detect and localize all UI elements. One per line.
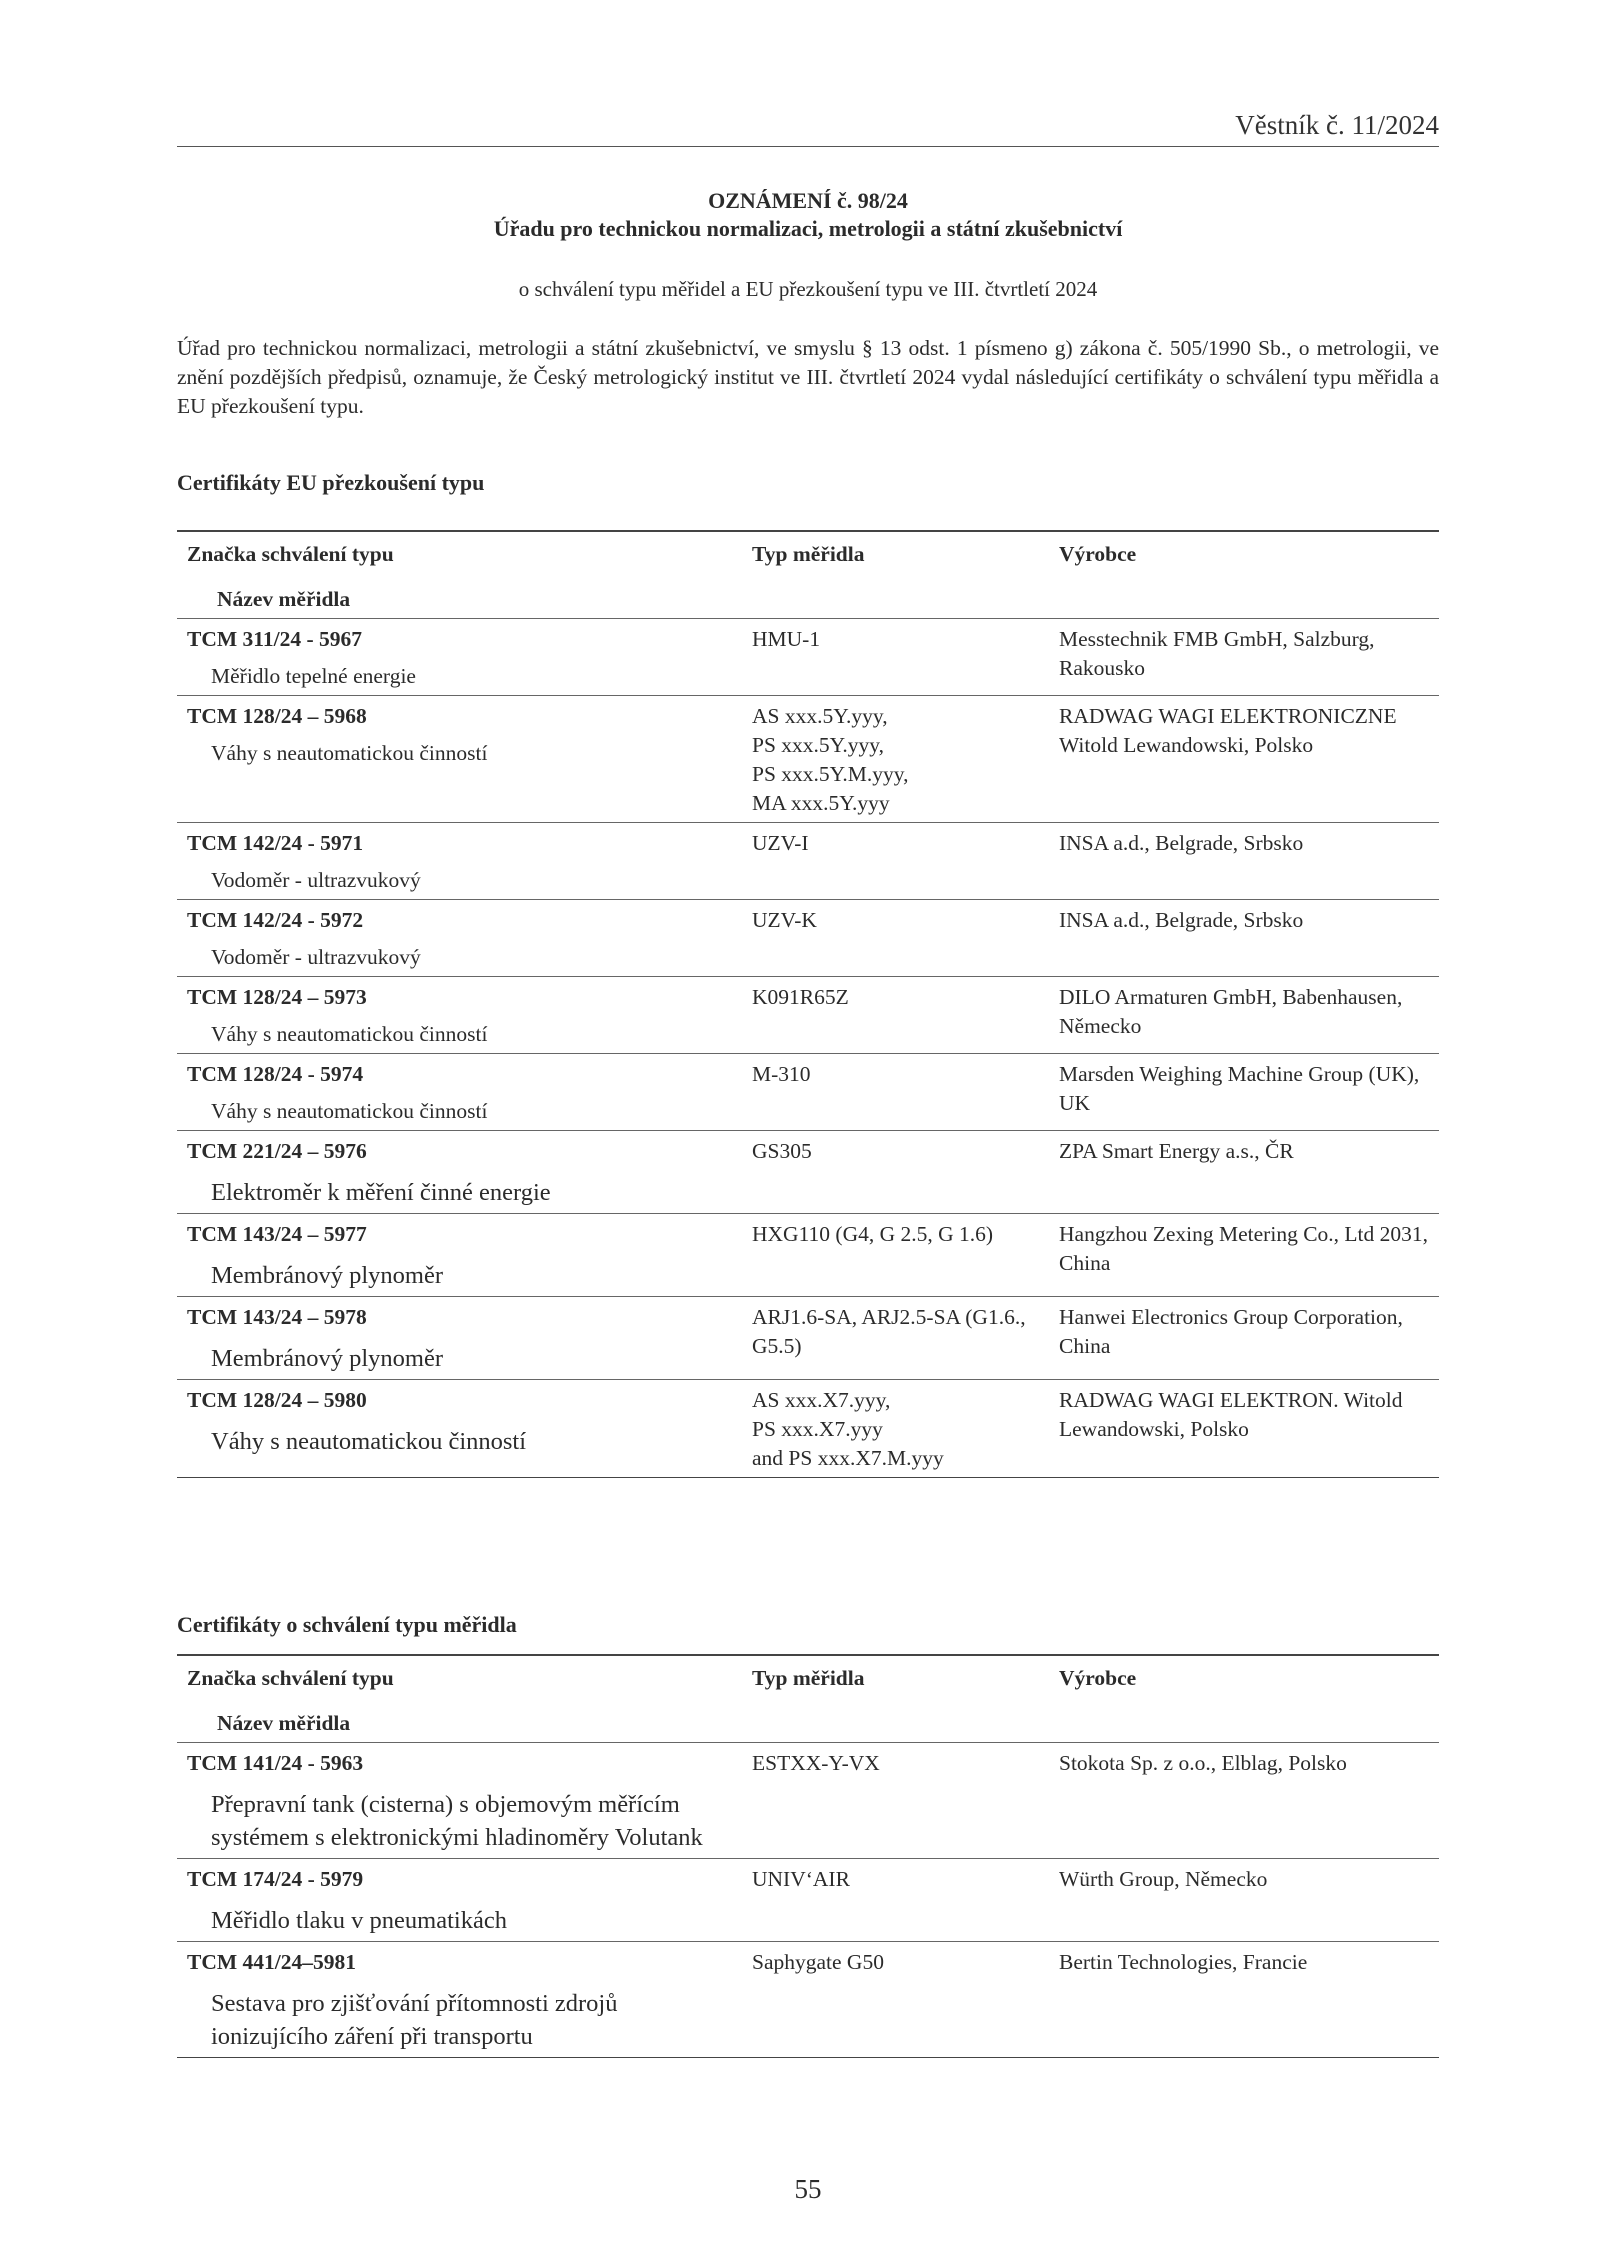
- table-row: [177, 619, 1439, 696]
- header-name-label: Název měřidla: [217, 1711, 351, 1735]
- instrument-name: Vodoměr - ultrazvukový: [211, 868, 421, 892]
- manufacturer: Messtechnik FMB GmbH, Salzburg, Rakousko: [1059, 627, 1375, 680]
- cell-mark-name: [177, 1942, 742, 2058]
- approval-mark: TCM 311/24 - 5967: [187, 627, 362, 651]
- cell-mark-name: [177, 1131, 742, 1214]
- approval-mark: TCM 142/24 - 5971: [187, 831, 364, 855]
- instrument-type: K091R65Z: [752, 985, 849, 1009]
- header-cell-type: Typ měřidla: [752, 1666, 865, 1690]
- instrument-type: UNIV‘AIR: [752, 1867, 850, 1891]
- table-row: [177, 977, 1439, 1054]
- approval-mark: TCM 143/24 – 5978: [187, 1305, 367, 1329]
- table-row: [177, 1942, 1439, 2058]
- cell-mark-name: [177, 1859, 742, 1942]
- instrument-name: Měřidlo tepelné energie: [211, 664, 416, 688]
- instrument-type: AS xxx.5Y.yyy, PS xxx.5Y.yyy, PS xxx.5Y.M.yyy, MA xxx.5Y.yyy: [752, 704, 909, 815]
- cell-mark-name: [177, 1743, 742, 1859]
- table-row: [177, 900, 1439, 977]
- instrument-type: HMU-1: [752, 627, 821, 651]
- cell-mark-name: [177, 977, 742, 1054]
- header-cell-mark: [177, 1655, 742, 1743]
- instrument-name: Přepravní tank (cisterna) s objemovým měřícím systémem s elektronickými hladinoměry Volutank: [211, 1791, 703, 1851]
- approval-mark: TCM 128/24 – 5980: [187, 1388, 367, 1412]
- cell-mark-name: [177, 619, 742, 696]
- header-cell-type: Typ měřidla: [752, 542, 865, 566]
- table-row: [177, 1380, 1439, 1478]
- table-row: [177, 1054, 1439, 1131]
- table-row: [177, 1214, 1439, 1297]
- header-cell-maker: Výrobce: [1059, 1666, 1137, 1690]
- table-row: [177, 1859, 1439, 1942]
- manufacturer: RADWAG WAGI ELEKTRON. Witold Lewandowski, Polsko: [1059, 1388, 1403, 1441]
- running-head: Věstník č. 11/2024: [1235, 110, 1439, 140]
- announcement-issuer: Úřadu pro technickou normalizaci, metrologii a státní zkušebnictví: [493, 216, 1123, 241]
- header-rule: [177, 146, 1439, 147]
- approval-mark: TCM 128/24 – 5968: [187, 704, 367, 728]
- table-header-row: [177, 531, 1439, 619]
- manufacturer: DILO Armaturen GmbH, Babenhausen, Německo: [1059, 985, 1403, 1038]
- eu-certificates-table: [177, 530, 1439, 1478]
- national-certificates-table: [177, 1654, 1439, 2058]
- instrument-name: Váhy s neautomatickou činností: [211, 1022, 488, 1046]
- instrument-name: Váhy s neautomatickou činností: [211, 741, 488, 765]
- header-cell-mark: [177, 531, 742, 619]
- announcement-subject: o schválení typu měřidel a EU přezkoušení typu ve III. čtvrtletí 2024: [518, 277, 1098, 301]
- approval-mark: TCM 128/24 – 5973: [187, 985, 367, 1009]
- manufacturer: Hanwei Electronics Group Corporation, China: [1059, 1305, 1403, 1358]
- instrument-type: ARJ1.6-SA, ARJ2.5-SA (G1.6., G5.5): [752, 1305, 1026, 1358]
- instrument-type: GS305: [752, 1139, 812, 1163]
- approval-mark: TCM 441/24–5981: [187, 1950, 357, 1974]
- table-row: [177, 1131, 1439, 1214]
- instrument-name: Váhy s neautomatickou činností: [211, 1428, 527, 1455]
- manufacturer: RADWAG WAGI ELEKTRONICZNE Witold Lewandowski, Polsko: [1059, 704, 1397, 757]
- national-section-title: Certifikáty o schválení typu měřidla: [177, 1612, 517, 1637]
- manufacturer: INSA a.d., Belgrade, Srbsko: [1059, 908, 1304, 932]
- cell-mark-name: [177, 823, 742, 900]
- approval-mark: TCM 142/24 - 5972: [187, 908, 364, 932]
- approval-mark: TCM 221/24 – 5976: [187, 1139, 367, 1163]
- cell-mark-name: [177, 696, 742, 823]
- table-row: [177, 823, 1439, 900]
- manufacturer: Marsden Weighing Machine Group (UK), UK: [1059, 1062, 1420, 1115]
- page-number: 55: [794, 2174, 822, 2204]
- cell-mark-name: [177, 1054, 742, 1131]
- table-row: [177, 696, 1439, 823]
- header-name-label: Název měřidla: [217, 587, 351, 611]
- approval-mark: TCM 128/24 - 5974: [187, 1062, 364, 1086]
- header-cell-maker: Výrobce: [1059, 542, 1137, 566]
- approval-mark: TCM 143/24 – 5977: [187, 1222, 367, 1246]
- manufacturer: ZPA Smart Energy a.s., ČR: [1059, 1139, 1294, 1163]
- instrument-name: Váhy s neautomatickou činností: [211, 1099, 488, 1123]
- manufacturer: Bertin Technologies, Francie: [1059, 1950, 1308, 1974]
- announcement-title: OZNÁMENÍ č. 98/24: [708, 188, 908, 213]
- instrument-name: Membránový plynoměr: [211, 1262, 444, 1289]
- eu-table-body: [177, 619, 1439, 1478]
- national-table-body: [177, 1743, 1439, 2058]
- intro-paragraph: Úřad pro technickou normalizaci, metrologii a státní zkušebnictví, ve smyslu § 13 odst. 1 písmeno g) zákona č. 505/1990 Sb., o metrologii, ve znění pozdějších předpisů, oznamuje, že Český metrologický institut ve III. čtvrtletí 2024 vydal následující certifikáty o schválení typu měřidla a EU přezkoušení typu.: [177, 336, 1439, 418]
- eu-section-title: Certifikáty EU přezkoušení typu: [177, 470, 485, 495]
- manufacturer: INSA a.d., Belgrade, Srbsko: [1059, 831, 1304, 855]
- instrument-type: UZV-I: [752, 831, 809, 855]
- instrument-type: UZV-K: [752, 908, 817, 932]
- instrument-type: M-310: [752, 1062, 811, 1086]
- table-row: [177, 1743, 1439, 1859]
- approval-mark: TCM 141/24 - 5963: [187, 1751, 364, 1775]
- cell-mark-name: [177, 1380, 742, 1478]
- instrument-type: Saphygate G50: [752, 1950, 884, 1974]
- instrument-name: Membránový plynoměr: [211, 1345, 444, 1372]
- manufacturer: Würth Group, Německo: [1059, 1867, 1268, 1891]
- table-header-row: [177, 1655, 1439, 1743]
- instrument-type: HXG110 (G4, G 2.5, G 1.6): [752, 1222, 994, 1246]
- table-row: [177, 1297, 1439, 1380]
- instrument-type: AS xxx.X7.yyy, PS xxx.X7.yyy and PS xxx.X7.M.yyy: [752, 1388, 944, 1470]
- header-mark-label: Značka schválení typu: [187, 1666, 394, 1690]
- cell-mark-name: [177, 1214, 742, 1297]
- manufacturer: Stokota Sp. z o.o., Elblag, Polsko: [1059, 1751, 1347, 1775]
- manufacturer: Hangzhou Zexing Metering Co., Ltd 2031, China: [1059, 1222, 1429, 1275]
- approval-mark: TCM 174/24 - 5979: [187, 1867, 364, 1891]
- instrument-name: Vodoměr - ultrazvukový: [211, 945, 421, 969]
- instrument-name: Sestava pro zjišťování přítomnosti zdrojů ionizujícího záření při transportu: [211, 1990, 618, 2050]
- instrument-name: Elektroměr k měření činné energie: [211, 1179, 551, 1206]
- instrument-type: ESTXX-Y-VX: [752, 1751, 880, 1775]
- cell-mark-name: [177, 900, 742, 977]
- cell-mark-name: [177, 1297, 742, 1380]
- instrument-name: Měřidlo tlaku v pneumatikách: [211, 1907, 507, 1934]
- header-mark-label: Značka schválení typu: [187, 542, 394, 566]
